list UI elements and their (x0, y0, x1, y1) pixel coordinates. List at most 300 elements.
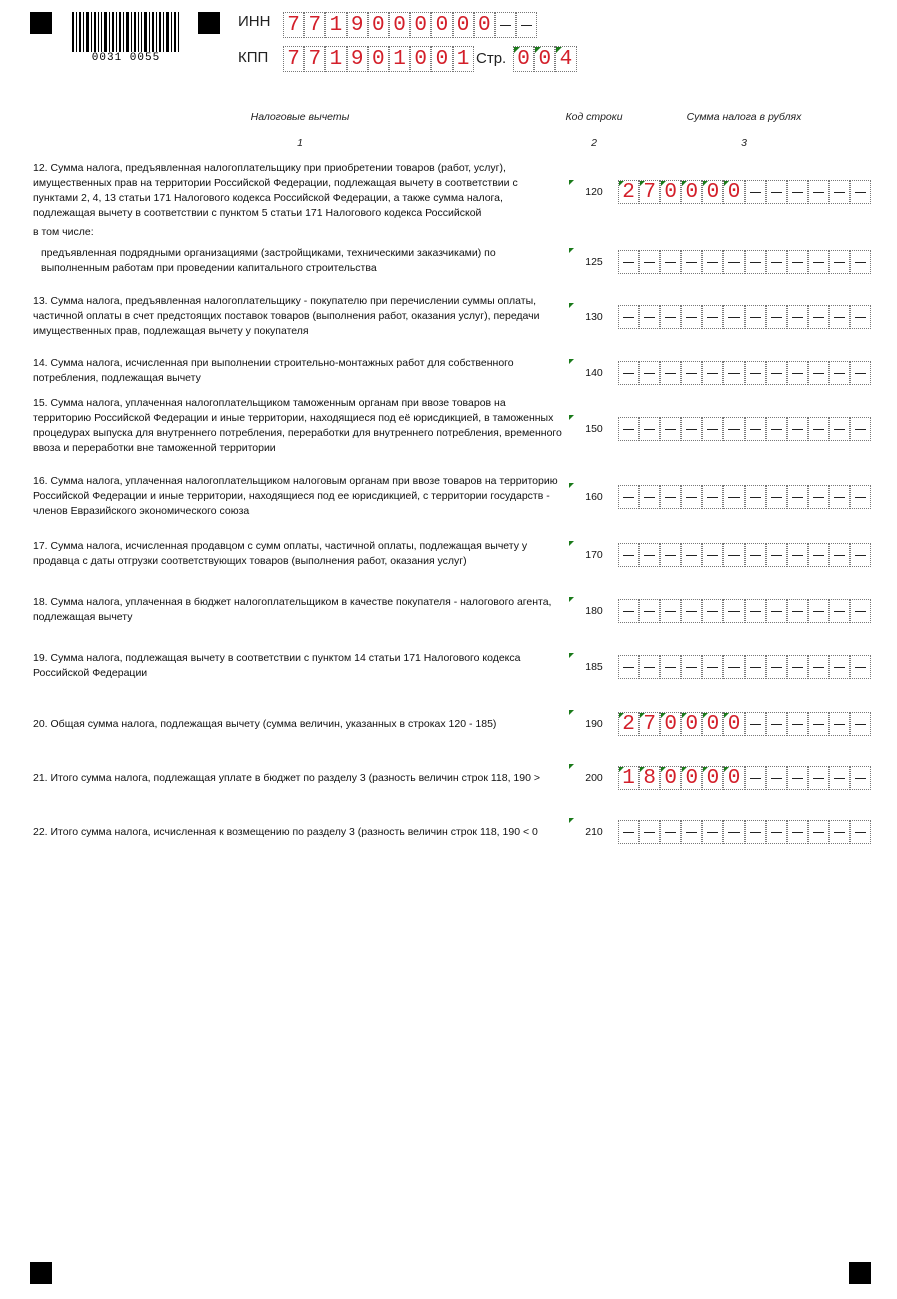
empty-dash (792, 192, 803, 193)
empty-dash (623, 317, 634, 318)
amount-digit-cell[interactable] (639, 766, 660, 790)
amount-digit-cell[interactable] (681, 543, 702, 567)
amount-digit-cell[interactable] (745, 417, 766, 441)
amount-digit-cell[interactable] (618, 361, 639, 385)
amount-digit-cell[interactable] (702, 180, 723, 204)
amount-digit-cell[interactable] (850, 655, 871, 679)
empty-dash (855, 778, 866, 779)
row-marker-icon (569, 359, 574, 364)
inn-field[interactable] (283, 12, 537, 38)
amount-digit-cell[interactable] (660, 485, 681, 509)
empty-dash (623, 497, 634, 498)
amount-digit-cell[interactable] (723, 180, 744, 204)
amount-digit-cell[interactable] (618, 820, 639, 844)
amount-digit-cell[interactable] (850, 766, 871, 790)
amount-digit-cell[interactable] (618, 655, 639, 679)
amount-digit-cell[interactable] (787, 417, 808, 441)
amount-digit-cell[interactable] (702, 417, 723, 441)
amount-digit-cell[interactable] (808, 820, 829, 844)
row-marker-icon (569, 818, 574, 823)
digit: 0 (477, 14, 491, 37)
amount-digit-cell[interactable] (702, 655, 723, 679)
empty-dash (686, 611, 697, 612)
amount-digit-cell[interactable] (639, 820, 660, 844)
digit: 1 (329, 14, 343, 37)
amount-digit-cell[interactable] (766, 543, 787, 567)
tax-amount-field-160[interactable] (618, 485, 871, 509)
amount-digit-cell[interactable] (681, 599, 702, 623)
amount-digit-cell[interactable] (702, 305, 723, 329)
amount-digit-cell[interactable] (639, 305, 660, 329)
row-marker-icon (569, 710, 574, 715)
tax-amount-field-210[interactable] (618, 820, 871, 844)
inn-digit-cell[interactable] (516, 12, 537, 38)
amount-digit-cell[interactable] (618, 543, 639, 567)
row-description: 18. Сумма налога, уплаченная в бюджет налогоплательщиком в качестве покупателя - налогового агента, подлежащая вычету (33, 596, 552, 623)
empty-dash (792, 724, 803, 725)
amount-digit-cell[interactable] (829, 361, 850, 385)
amount-digit-cell[interactable] (829, 485, 850, 509)
tax-amount-field-120[interactable] (618, 180, 871, 204)
amount-digit-cell[interactable] (723, 485, 744, 509)
row-marker-icon (569, 541, 574, 546)
amount-digit-cell[interactable] (639, 543, 660, 567)
inn-digit-cell[interactable] (495, 12, 516, 38)
amount-digit-cell[interactable] (702, 485, 723, 509)
empty-dash (771, 555, 782, 556)
amount-digit-cell[interactable] (850, 485, 871, 509)
digit: 1 (393, 48, 406, 71)
empty-dash (623, 667, 634, 668)
amount-digit-cell[interactable] (787, 361, 808, 385)
amount-digit: 0 (685, 713, 699, 736)
empty-dash (750, 373, 761, 374)
amount-digit-cell[interactable] (808, 250, 829, 274)
digit: 7 (308, 48, 322, 71)
empty-dash (813, 192, 824, 193)
amount-digit: 0 (664, 181, 678, 204)
empty-dash (792, 262, 803, 263)
empty-dash (728, 262, 739, 263)
line-code: 140 (585, 367, 603, 379)
amount-digit-cell[interactable] (681, 820, 702, 844)
inn-digit-cell[interactable] (304, 12, 325, 38)
empty-dash (707, 373, 718, 374)
kpp-digit-cell[interactable] (410, 46, 431, 72)
amount-digit-cell[interactable] (660, 305, 681, 329)
empty-dash (834, 778, 845, 779)
empty-dash (771, 667, 782, 668)
empty-dash (665, 667, 676, 668)
amount-digit-cell[interactable] (681, 485, 702, 509)
amount-digit-cell[interactable] (660, 180, 681, 204)
tax-amount-field-125[interactable] (618, 250, 871, 274)
amount-digit-cell[interactable] (829, 766, 850, 790)
tax-amount-field-170[interactable] (618, 543, 871, 567)
amount-digit: 1 (622, 767, 635, 790)
field-marker-icon (682, 713, 687, 718)
amount-digit-cell[interactable] (660, 820, 681, 844)
amount-digit-cell[interactable] (723, 766, 744, 790)
amount-digit-cell[interactable] (850, 305, 871, 329)
amount-digit-cell[interactable] (723, 599, 744, 623)
amount-digit-cell[interactable] (745, 712, 766, 736)
amount-digit-cell[interactable] (723, 250, 744, 274)
kpp-digit-cell[interactable] (431, 46, 452, 72)
empty-dash (686, 317, 697, 318)
amount-digit-cell[interactable] (808, 305, 829, 329)
amount-digit-cell[interactable] (702, 820, 723, 844)
amount-digit-cell[interactable] (808, 543, 829, 567)
amount-digit-cell[interactable] (639, 180, 660, 204)
empty-dash (855, 373, 866, 374)
empty-dash (623, 611, 634, 612)
digit: 7 (308, 14, 322, 37)
empty-dash (728, 611, 739, 612)
amount-digit-cell[interactable] (850, 180, 871, 204)
empty-dash (771, 611, 782, 612)
amount-digit-cell[interactable] (660, 361, 681, 385)
inn-digit-cell[interactable] (453, 12, 474, 38)
amount-digit-cell[interactable] (829, 712, 850, 736)
amount-digit-cell[interactable] (639, 361, 660, 385)
page-number-field[interactable] (513, 46, 577, 72)
field-marker-icon (724, 767, 729, 772)
empty-dash (728, 497, 739, 498)
empty-dash (750, 667, 761, 668)
row-description: 16. Сумма налога, уплаченная налогоплательщиком налоговым органам при ввозе товаров на территорию Российской Федерации и иные территории, находящиеся под ее юрисдикцией, с территории государств - членов Евразийского экономического союза (33, 475, 558, 517)
empty-dash (707, 262, 718, 263)
inn-digit-cell[interactable] (474, 12, 495, 38)
amount-digit-cell[interactable] (639, 417, 660, 441)
amount-digit-cell[interactable] (618, 712, 639, 736)
kpp-digit-cell[interactable] (389, 46, 410, 72)
amount-digit-cell[interactable] (850, 820, 871, 844)
empty-dash (644, 429, 655, 430)
amount-digit-cell[interactable] (787, 712, 808, 736)
page-digit-cell[interactable] (513, 46, 534, 72)
amount-digit-cell[interactable] (681, 766, 702, 790)
empty-dash (728, 667, 739, 668)
empty-dash (771, 192, 782, 193)
amount-digit-cell[interactable] (745, 599, 766, 623)
digit: 0 (393, 14, 406, 37)
page-label: Стр. (476, 50, 507, 67)
amount-digit-cell[interactable] (660, 543, 681, 567)
amount-digit-cell[interactable] (723, 417, 744, 441)
amount-digit-cell[interactable] (787, 543, 808, 567)
amount-digit-cell[interactable] (618, 766, 639, 790)
amount-digit-cell[interactable] (850, 361, 871, 385)
empty-dash (834, 373, 845, 374)
empty-dash (686, 497, 697, 498)
amount-digit-cell[interactable] (766, 655, 787, 679)
amount-digit-cell[interactable] (681, 250, 702, 274)
empty-dash (813, 611, 824, 612)
amount-digit: 0 (706, 767, 720, 790)
inn-digit-cell[interactable] (368, 12, 389, 38)
amount-digit-cell[interactable] (787, 820, 808, 844)
amount-digit-cell[interactable] (702, 361, 723, 385)
inn-digit-cell[interactable] (431, 12, 452, 38)
amount-digit-cell[interactable] (745, 543, 766, 567)
amount-digit-cell[interactable] (829, 305, 850, 329)
page-digit-cell[interactable] (534, 46, 555, 72)
amount-digit: 2 (622, 181, 635, 204)
kpp-field[interactable] (283, 46, 474, 72)
amount-digit-cell[interactable] (745, 766, 766, 790)
amount-digit-cell[interactable] (660, 655, 681, 679)
corner-marker-top-left (30, 12, 52, 34)
amount-digit-cell[interactable] (745, 305, 766, 329)
empty-dash (750, 555, 761, 556)
line-code: 170 (585, 549, 603, 561)
tax-amount-field-140[interactable] (618, 361, 871, 385)
amount-digit-cell[interactable] (681, 417, 702, 441)
amount-digit-cell[interactable] (639, 599, 660, 623)
amount-digit-cell[interactable] (829, 599, 850, 623)
empty-dash (707, 429, 718, 430)
amount-digit-cell[interactable] (745, 361, 766, 385)
empty-dash (623, 555, 634, 556)
amount-digit-cell[interactable] (766, 599, 787, 623)
inn-digit-cell[interactable] (410, 12, 431, 38)
amount-digit: 0 (685, 767, 699, 790)
empty-dash (686, 555, 697, 556)
tax-amount-field-200[interactable] (618, 766, 871, 790)
amount-digit-cell[interactable] (639, 250, 660, 274)
empty-dash (665, 429, 676, 430)
amount-digit-cell[interactable] (639, 712, 660, 736)
empty-dash (644, 555, 655, 556)
amount-digit-cell[interactable] (829, 655, 850, 679)
amount-digit-cell[interactable] (829, 180, 850, 204)
amount-digit-cell[interactable] (787, 655, 808, 679)
kpp-digit-cell[interactable] (325, 46, 346, 72)
amount-digit-cell[interactable] (660, 766, 681, 790)
amount-digit-cell[interactable] (766, 305, 787, 329)
amount-digit-cell[interactable] (702, 543, 723, 567)
amount-digit-cell[interactable] (618, 485, 639, 509)
amount-digit-cell[interactable] (723, 712, 744, 736)
empty-dash (623, 832, 634, 833)
amount-digit-cell[interactable] (787, 485, 808, 509)
amount-digit-cell[interactable] (660, 417, 681, 441)
empty-dash (728, 373, 739, 374)
row-marker-icon (569, 597, 574, 602)
amount-digit-cell[interactable] (787, 180, 808, 204)
digit: 0 (517, 48, 530, 71)
amount-digit-cell[interactable] (702, 712, 723, 736)
field-marker-icon (661, 713, 666, 718)
digit: 9 (350, 48, 364, 71)
empty-dash (707, 611, 718, 612)
amount-digit-cell[interactable] (681, 361, 702, 385)
amount-digit-cell[interactable] (745, 820, 766, 844)
amount-digit-cell[interactable] (766, 361, 787, 385)
tax-amount-field-180[interactable] (618, 599, 871, 623)
amount-digit-cell[interactable] (829, 820, 850, 844)
field-marker-icon (703, 713, 708, 718)
empty-dash (771, 262, 782, 263)
amount-digit-cell[interactable] (808, 485, 829, 509)
amount-digit-cell[interactable] (766, 712, 787, 736)
amount-digit-cell[interactable] (850, 417, 871, 441)
amount-digit-cell[interactable] (766, 250, 787, 274)
amount-digit-cell[interactable] (766, 180, 787, 204)
field-marker-icon (535, 47, 541, 53)
amount-digit-cell[interactable] (723, 543, 744, 567)
field-marker-icon (661, 767, 666, 772)
amount-digit-cell[interactable] (618, 599, 639, 623)
digit: 1 (456, 48, 470, 71)
empty-dash (813, 429, 824, 430)
empty-dash (834, 262, 845, 263)
tax-amount-field-130[interactable] (618, 305, 871, 329)
tax-amount-field-185[interactable] (618, 655, 871, 679)
amount-digit-cell[interactable] (660, 250, 681, 274)
amount-digit-cell[interactable] (787, 766, 808, 790)
empty-dash (855, 555, 866, 556)
inn-digit-cell[interactable] (325, 12, 346, 38)
empty-dash (855, 611, 866, 612)
empty-dash (813, 555, 824, 556)
amount-digit-cell[interactable] (808, 361, 829, 385)
inn-digit-cell[interactable] (347, 12, 368, 38)
empty-dash (728, 429, 739, 430)
amount-digit-cell[interactable] (850, 712, 871, 736)
amount-digit-cell[interactable] (787, 305, 808, 329)
field-marker-icon (640, 713, 645, 718)
amount-digit-cell[interactable] (723, 820, 744, 844)
amount-digit: 7 (643, 181, 656, 204)
empty-dash (855, 429, 866, 430)
digit: 0 (435, 14, 449, 37)
amount-digit: 0 (685, 181, 699, 204)
amount-digit-cell[interactable] (829, 543, 850, 567)
amount-digit-cell[interactable] (618, 180, 639, 204)
amount-digit-cell[interactable] (808, 180, 829, 204)
empty-dash (792, 373, 803, 374)
amount-digit-cell[interactable] (766, 417, 787, 441)
empty-dash (792, 429, 803, 430)
empty-dash (750, 317, 761, 318)
amount-digit-cell[interactable] (702, 250, 723, 274)
empty-dash (644, 317, 655, 318)
empty-dash (792, 555, 803, 556)
kpp-digit-cell[interactable] (368, 46, 389, 72)
field-marker-icon (619, 181, 624, 186)
tax-amount-field-150[interactable] (618, 417, 871, 441)
amount-digit-cell[interactable] (808, 766, 829, 790)
amount-digit-cell[interactable] (850, 543, 871, 567)
amount-digit-cell[interactable] (681, 180, 702, 204)
amount-digit-cell[interactable] (702, 766, 723, 790)
field-marker-icon (556, 47, 562, 53)
empty-dash (855, 667, 866, 668)
amount-digit-cell[interactable] (681, 655, 702, 679)
amount-digit-cell[interactable] (639, 485, 660, 509)
amount-digit-cell[interactable] (639, 655, 660, 679)
inn-digit-cell[interactable] (283, 12, 304, 38)
empty-dash (855, 262, 866, 263)
amount-digit-cell[interactable] (745, 180, 766, 204)
amount-digit-cell[interactable] (766, 485, 787, 509)
amount-digit-cell[interactable] (660, 599, 681, 623)
amount-digit-cell[interactable] (850, 250, 871, 274)
amount-digit-cell[interactable] (660, 712, 681, 736)
empty-dash (665, 373, 676, 374)
amount-digit-cell[interactable] (808, 655, 829, 679)
amount-digit-cell[interactable] (787, 250, 808, 274)
amount-digit-cell[interactable] (723, 361, 744, 385)
row-marker-icon (569, 415, 574, 420)
empty-dash (728, 832, 739, 833)
empty-dash (813, 262, 824, 263)
empty-dash (771, 832, 782, 833)
kpp-digit-cell[interactable] (347, 46, 368, 72)
amount-digit-cell[interactable] (766, 766, 787, 790)
empty-dash (813, 317, 824, 318)
amount-digit-cell[interactable] (723, 305, 744, 329)
kpp-digit-cell[interactable] (453, 46, 474, 72)
empty-dash (686, 667, 697, 668)
amount-digit-cell[interactable] (745, 655, 766, 679)
row-description: 19. Сумма налога, подлежащая вычету в соответствии с пунктом 14 статьи 171 Налогового кодекса Российской Федерации (33, 652, 521, 679)
digit: 7 (287, 14, 300, 37)
tax-amount-field-190[interactable] (618, 712, 871, 736)
kpp-digit-cell[interactable] (283, 46, 304, 72)
amount-digit-cell[interactable] (618, 305, 639, 329)
amount-digit-cell[interactable] (808, 599, 829, 623)
row-marker-icon (569, 248, 574, 253)
amount-digit-cell[interactable] (723, 655, 744, 679)
inn-digit-cell[interactable] (389, 12, 410, 38)
line-code: 160 (585, 491, 603, 503)
amount-digit-cell[interactable] (787, 599, 808, 623)
field-marker-icon (724, 713, 729, 718)
page-digit-cell[interactable] (555, 46, 576, 72)
amount-digit-cell[interactable] (766, 820, 787, 844)
amount-digit-cell[interactable] (808, 712, 829, 736)
empty-dash (792, 667, 803, 668)
amount-digit-cell[interactable] (702, 599, 723, 623)
amount-digit-cell[interactable] (850, 599, 871, 623)
field-marker-icon (703, 181, 708, 186)
empty-dash (813, 778, 824, 779)
amount-digit-cell[interactable] (808, 417, 829, 441)
amount-digit-cell[interactable] (618, 417, 639, 441)
digit: 9 (350, 14, 364, 37)
amount-digit: 0 (664, 713, 678, 736)
amount-digit-cell[interactable] (745, 485, 766, 509)
amount-digit-cell[interactable] (681, 712, 702, 736)
empty-dash (792, 317, 803, 318)
kpp-digit-cell[interactable] (304, 46, 325, 72)
amount-digit-cell[interactable] (681, 305, 702, 329)
amount-digit-cell[interactable] (829, 417, 850, 441)
digit: 0 (435, 48, 449, 71)
line-code: 130 (585, 311, 603, 323)
row-marker-icon (569, 180, 574, 185)
amount-digit-cell[interactable] (618, 250, 639, 274)
amount-digit: 0 (706, 713, 720, 736)
amount-digit-cell[interactable] (745, 250, 766, 274)
column-number-1: 1 (297, 137, 303, 149)
empty-dash (728, 555, 739, 556)
empty-dash (623, 429, 634, 430)
amount-digit-cell[interactable] (829, 250, 850, 274)
